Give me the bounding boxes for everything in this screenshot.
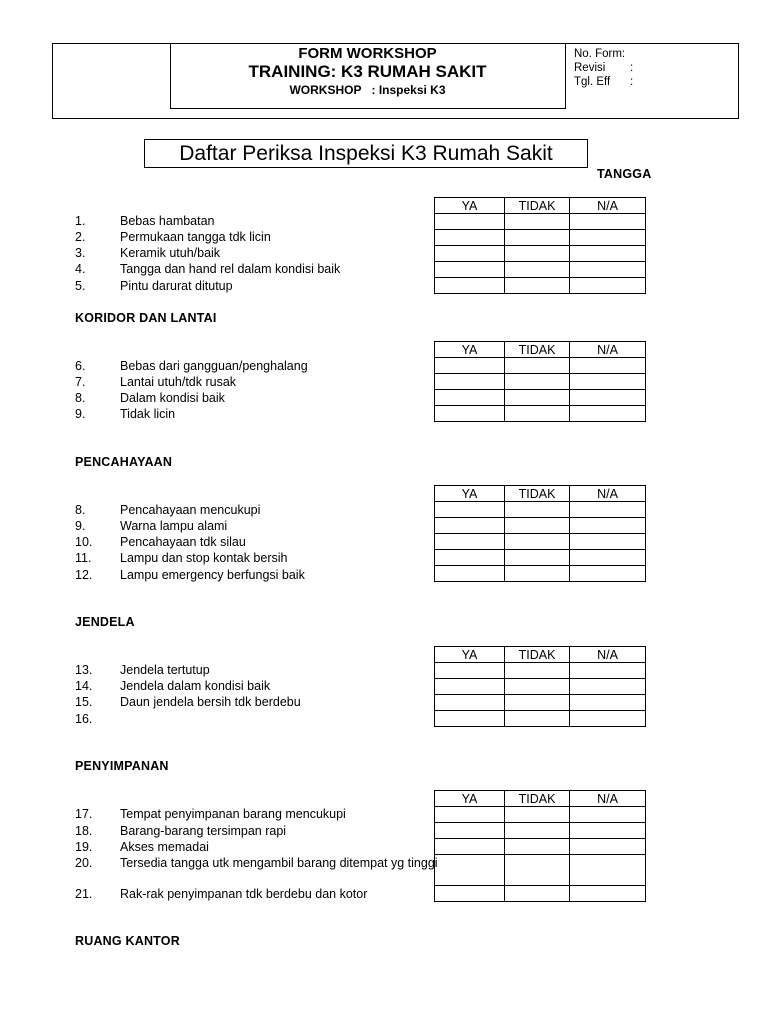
check-ya[interactable]: [435, 374, 505, 390]
form-meta-cell: [565, 44, 739, 118]
item-text: Akses memadai: [120, 840, 209, 854]
check-na[interactable]: [570, 695, 646, 711]
col-na: N/A: [570, 198, 646, 214]
check-ya[interactable]: [435, 663, 505, 679]
table-row: [435, 214, 646, 230]
check-tidak[interactable]: [505, 886, 570, 902]
item-number: 15.: [75, 695, 93, 709]
checklist-table-penyimpanan: [434, 790, 646, 902]
item-number: 20.: [75, 856, 93, 870]
check-ya[interactable]: [435, 406, 505, 422]
check-ya[interactable]: [435, 358, 505, 374]
checklist-table-koridor: [434, 341, 646, 422]
check-tidak[interactable]: [505, 518, 570, 534]
check-na[interactable]: [570, 534, 646, 550]
check-ya[interactable]: [435, 518, 505, 534]
item-number: 21.: [75, 887, 93, 901]
check-tidak[interactable]: [505, 855, 570, 886]
table-header-row: [435, 486, 646, 502]
item-number: 5.: [75, 279, 86, 293]
item-number: 11.: [75, 551, 92, 565]
item-number: 8.: [75, 503, 86, 517]
col-ya: YA: [435, 647, 505, 663]
check-ya[interactable]: [435, 550, 505, 566]
check-na[interactable]: [570, 358, 646, 374]
check-ya[interactable]: [435, 534, 505, 550]
check-na[interactable]: [570, 278, 646, 294]
meta-label: Tgl. Eff: [574, 76, 611, 88]
check-tidak[interactable]: [505, 502, 570, 518]
item-text: Tersedia tangga utk mengambil barang ditempat yg tinggi: [120, 856, 438, 870]
form-header: [52, 43, 739, 119]
item-text: Lantai utuh/tdk rusak: [120, 375, 237, 389]
check-na[interactable]: [570, 390, 646, 406]
col-tidak: TIDAK: [505, 486, 570, 502]
checklist-table-jendela: [434, 646, 646, 727]
col-ya: YA: [435, 486, 505, 502]
table-row: [435, 695, 646, 711]
check-ya[interactable]: [435, 214, 505, 230]
checklist-table-tangga: [434, 197, 646, 294]
check-tidak[interactable]: [505, 679, 570, 695]
table-row: [435, 807, 646, 823]
meta-sep: :: [621, 48, 626, 60]
item-text: Daun jendela bersih tdk berdebu: [120, 695, 301, 709]
item-text: Jendela tertutup: [120, 663, 210, 677]
check-ya[interactable]: [435, 390, 505, 406]
item-text: Pencahayaan mencukupi: [120, 503, 261, 517]
table-row: [435, 278, 646, 294]
check-ya[interactable]: [435, 679, 505, 695]
table-row: [435, 502, 646, 518]
item-text: Bebas hambatan: [120, 214, 215, 228]
item-number: 1.: [75, 214, 86, 228]
table-header-row: [435, 198, 646, 214]
table-row: [435, 886, 646, 902]
check-ya[interactable]: [435, 230, 505, 246]
item-number: 14.: [75, 679, 93, 693]
check-tidak[interactable]: [505, 406, 570, 422]
item-text: Keramik utuh/baik: [120, 246, 221, 260]
check-tidak[interactable]: [505, 566, 570, 582]
check-ya[interactable]: [435, 502, 505, 518]
check-na[interactable]: [570, 502, 646, 518]
table-row: [435, 246, 646, 262]
check-ya[interactable]: [435, 807, 505, 823]
training-title: TRAINING: K3 RUMAH SAKIT: [248, 62, 487, 81]
table-row: [435, 566, 646, 582]
section-heading-ruang-kantor: RUANG KANTOR: [75, 934, 180, 948]
table-row: [435, 230, 646, 246]
check-na[interactable]: [570, 262, 646, 278]
item-number: 2.: [75, 230, 86, 244]
check-na[interactable]: [570, 823, 646, 839]
table-row: [435, 823, 646, 839]
workshop-value: : Inspeksi K3: [371, 83, 446, 97]
check-na[interactable]: [570, 406, 646, 422]
col-na: N/A: [570, 342, 646, 358]
section-heading-pencahayaan: PENCAHAYAAN: [75, 455, 173, 469]
table-row: [435, 518, 646, 534]
check-tidak[interactable]: [505, 262, 570, 278]
check-na[interactable]: [570, 663, 646, 679]
check-tidak[interactable]: [505, 374, 570, 390]
meta-sep: :: [630, 76, 634, 88]
table-row: [435, 262, 646, 278]
item-number: 16.: [75, 712, 93, 726]
check-tidak[interactable]: [505, 839, 570, 855]
check-tidak[interactable]: [505, 246, 570, 262]
item-number: 6.: [75, 359, 86, 373]
table-row: [435, 406, 646, 422]
item-text: Dalam kondisi baik: [120, 391, 225, 405]
form-type: FORM WORKSHOP: [298, 45, 437, 62]
check-na[interactable]: [570, 214, 646, 230]
meta-row-tgl-eff: [574, 75, 739, 89]
check-tidak[interactable]: [505, 695, 570, 711]
item-number: 19.: [75, 840, 93, 854]
check-tidak[interactable]: [505, 390, 570, 406]
check-na[interactable]: [570, 518, 646, 534]
item-number: 8.: [75, 391, 86, 405]
check-ya[interactable]: [435, 566, 505, 582]
check-tidak[interactable]: [505, 550, 570, 566]
col-na: N/A: [570, 647, 646, 663]
item-number: 13.: [75, 663, 93, 677]
logo-cell: [53, 44, 171, 108]
check-na[interactable]: [570, 886, 646, 902]
item-number: 17.: [75, 807, 93, 821]
meta-label: No. Form: [574, 48, 622, 60]
item-number: 7.: [75, 375, 86, 389]
check-tidak[interactable]: [505, 230, 570, 246]
table-row: [435, 839, 646, 855]
check-na[interactable]: [570, 230, 646, 246]
table-row: [435, 663, 646, 679]
check-tidak[interactable]: [505, 214, 570, 230]
check-na[interactable]: [570, 679, 646, 695]
header-title-cell: [170, 44, 566, 109]
check-ya[interactable]: [435, 839, 505, 855]
check-ya[interactable]: [435, 695, 505, 711]
col-tidak: TIDAK: [505, 647, 570, 663]
check-ya[interactable]: [435, 855, 505, 886]
col-tidak: TIDAK: [505, 198, 570, 214]
section-heading-koridor: KORIDOR DAN LANTAI: [75, 311, 217, 325]
check-na[interactable]: [570, 374, 646, 390]
item-text: Pintu darurat ditutup: [120, 279, 233, 293]
col-ya: YA: [435, 198, 505, 214]
check-tidak[interactable]: [505, 663, 570, 679]
item-text: Tangga dan hand rel dalam kondisi baik: [120, 262, 341, 276]
check-tidak[interactable]: [505, 358, 570, 374]
item-text: Lampu dan stop kontak bersih: [120, 551, 288, 565]
item-number: 9.: [75, 407, 86, 421]
item-text: Jendela dalam kondisi baik: [120, 679, 271, 693]
meta-row-revisi: [574, 61, 739, 75]
table-row: [435, 711, 646, 727]
table-header-row: [435, 647, 646, 663]
check-na[interactable]: [570, 855, 646, 886]
form-meta: [574, 47, 739, 89]
col-ya: YA: [435, 342, 505, 358]
check-tidak[interactable]: [505, 534, 570, 550]
col-tidak: TIDAK: [505, 342, 570, 358]
check-tidak[interactable]: [505, 807, 570, 823]
item-text: Pencahayaan tdk silau: [120, 535, 246, 549]
item-number: 3.: [75, 246, 86, 260]
check-na[interactable]: [570, 711, 646, 727]
table-row: [435, 390, 646, 406]
table-header-row: [435, 791, 646, 807]
item-text: Bebas dari gangguan/penghalang: [120, 359, 308, 373]
section-heading-penyimpanan: PENYIMPANAN: [75, 759, 169, 773]
item-text: Rak-rak penyimpanan tdk berdebu dan kotor: [120, 887, 368, 901]
table-row: [435, 679, 646, 695]
item-number: 9.: [75, 519, 86, 533]
table-row: [435, 855, 646, 886]
meta-label: Revisi: [574, 62, 606, 74]
check-na[interactable]: [570, 550, 646, 566]
page-title: Daftar Periksa Inspeksi K3 Rumah Sakit: [144, 139, 588, 168]
item-text: Tidak licin: [120, 407, 176, 421]
item-number: 12.: [75, 568, 93, 582]
check-tidak[interactable]: [505, 823, 570, 839]
item-text: Lampu emergency berfungsi baik: [120, 568, 305, 582]
item-number: 18.: [75, 824, 93, 838]
item-text: Tempat penyimpanan barang mencukupi: [120, 807, 346, 821]
col-tidak: TIDAK: [505, 791, 570, 807]
check-tidak[interactable]: [505, 278, 570, 294]
table-row: [435, 534, 646, 550]
check-ya[interactable]: [435, 246, 505, 262]
item-number: 10.: [75, 535, 93, 549]
item-number: 4.: [75, 262, 86, 276]
check-na[interactable]: [570, 566, 646, 582]
workshop-label: WORKSHOP: [289, 83, 362, 97]
section-heading-jendela: JENDELA: [75, 615, 135, 629]
table-row: [435, 358, 646, 374]
item-text: Barang-barang tersimpan rapi: [120, 824, 287, 838]
check-ya[interactable]: [435, 262, 505, 278]
check-tidak[interactable]: [505, 711, 570, 727]
check-ya[interactable]: [435, 886, 505, 902]
check-ya[interactable]: [435, 823, 505, 839]
table-header-row: [435, 342, 646, 358]
item-text: Permukaan tangga tdk licin: [120, 230, 271, 244]
meta-sep: :: [630, 62, 634, 74]
check-ya[interactable]: [435, 711, 505, 727]
table-row: [435, 374, 646, 390]
col-ya: YA: [435, 791, 505, 807]
check-na[interactable]: [570, 246, 646, 262]
check-ya[interactable]: [435, 278, 505, 294]
checklist-table-pencahayaan: [434, 485, 646, 582]
col-na: N/A: [570, 791, 646, 807]
check-na[interactable]: [570, 807, 646, 823]
section-heading-tangga: TANGGA: [597, 167, 652, 181]
item-text: Warna lampu alami: [120, 519, 228, 533]
meta-row-no-form: [574, 47, 739, 61]
table-row: [435, 550, 646, 566]
check-na[interactable]: [570, 839, 646, 855]
col-na: N/A: [570, 486, 646, 502]
workshop-line: [170, 83, 565, 97]
